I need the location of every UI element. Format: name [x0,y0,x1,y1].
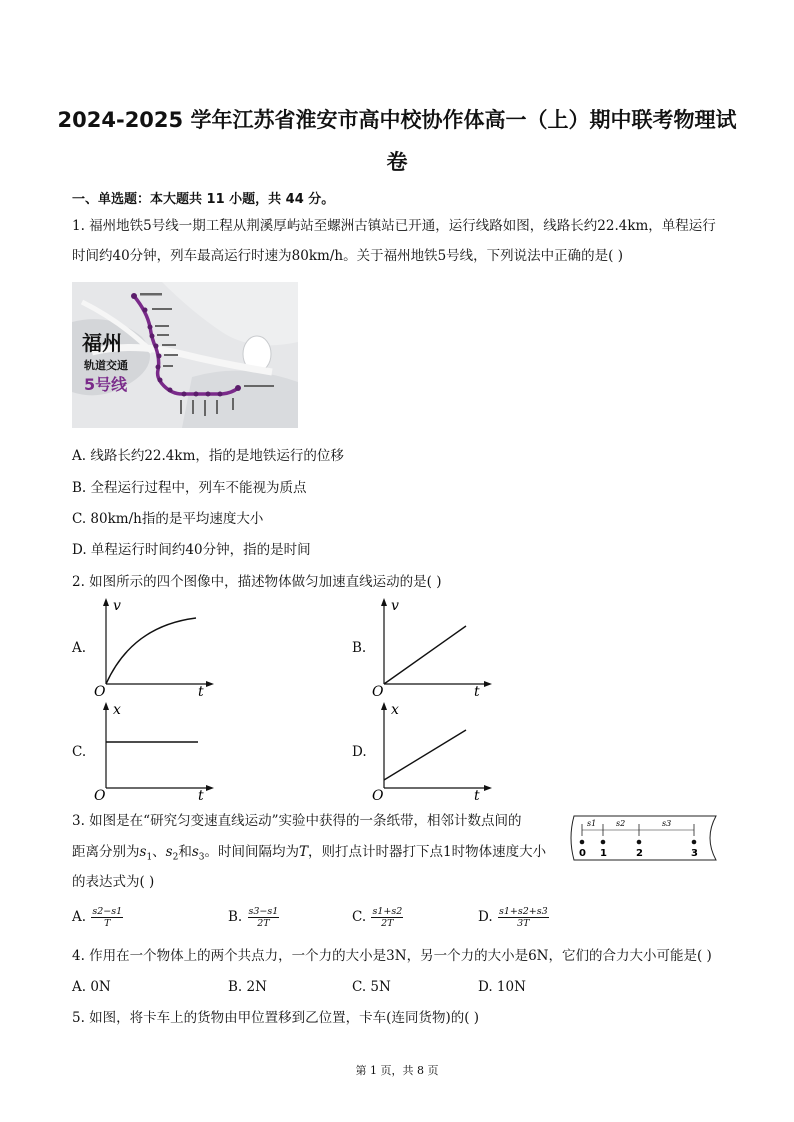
page-title-line1: 2024-2025 学年江苏省淮安市高中校协作体高一（上）期中联考物理试 [57,108,737,132]
tape-s2: s2 [616,819,626,828]
q2-graph-b-line [384,626,466,684]
map-line-name: 5号线 [84,375,128,394]
metro-map-figure [72,282,298,428]
q3-line1: 3. 如图是在“研究匀变速直线运动”实验中获得的一条纸带，相邻计数点间的 [72,813,522,829]
map-subtitle: 轨道交通 [84,359,128,372]
q4-stem: 4. 作用在一个物体上的两个共点力，一个力的大小是3N，另一个力的大小是6N，它们的合力大小可能是( ) [72,948,712,964]
q2-graph-d [370,700,500,802]
q3-paper-tape [568,810,720,866]
metro-map-svg [72,282,298,428]
q2-graph-b-label: B. [352,640,367,656]
tape-point-3: 3 [691,848,698,859]
q4-option-d: D. 10N [478,979,526,995]
q2-graph-d-label: D. [352,744,367,760]
q4-option-a: A. 0N [72,979,111,995]
tape-point-2: 2 [636,848,643,859]
q2-graph-b-xaxis: t [474,684,480,698]
q1-option-c: C. 80km/h指的是平均速度大小 [72,511,264,527]
q2-graph-b-origin: O [372,684,384,698]
q1-line1: 1. 福州地铁5号线一期工程从荆溪厚屿站至螺洲古镇站已开通，运行线路如图，线路长约22.4km，单程运行 [72,218,716,234]
q3-option-b: B. $\frac{s3-s1}{2T}$ [228,906,279,929]
q2-graph-a-label: A. [72,640,87,656]
map-city-label: 福州 [82,331,122,355]
q2-graph-c [92,700,222,802]
q2-graph-c-label: C. [72,744,87,760]
q1-line2: 时间约40分钟，列车最高运行时速为80km/h。关于福州地铁5号线，下列说法中正确的是( ) [72,248,623,264]
q2-graph-d-yaxis: x [391,702,399,718]
q2-graph-d-xaxis: t [474,788,480,802]
q3-line2-c: ，则打点计时器打下点1时物体速度大小 [308,844,547,860]
tape-point-0: 0 [579,848,586,859]
q2-graph-a-curve [106,618,196,684]
q3-line2: 距离分别为$s_1$、$s_2$和$s_3$。时间间隔均为T，则打点计时器打下点1时物体速度大小 [72,844,547,863]
tape-s3: s3 [662,819,672,828]
q1-option-d: D. 单程运行时间约40分钟，指的是时间 [72,542,311,558]
q2-graph-a-yaxis: v [113,598,121,614]
tape-point-1: 1 [600,848,607,859]
page-footer: 第 1 页，共 8 页 [355,1064,439,1077]
q1-option-a: A. 线路长约22.4km，指的是地铁运行的位移 [72,448,344,464]
q2-graph-a-xaxis: t [198,684,204,698]
q2-graph-c-yaxis: x [113,702,121,718]
section-heading: 一、单选题：本大题共 11 小题，共 44 分。 [72,192,335,207]
q2-graph-c-xaxis: t [198,788,204,802]
q4-option-c: C. 5N [352,979,391,995]
page-title-line2: 卷 [386,150,408,174]
q3-line3: 的表达式为( ) [72,874,155,890]
q2-graph-b [370,596,500,698]
tape-s1: s1 [587,819,597,828]
q3-option-a: A. $\frac{s2-s1}{T}$ [72,906,123,929]
q2-stem: 2. 如图所示的四个图像中，描述物体做匀加速直线运动的是( ) [72,574,442,590]
q3-option-d: D. $\frac{s1+s2+s3}{3T}$ [478,906,548,929]
q2-graph-c-origin: O [94,788,106,802]
q5-stem: 5. 如图，将卡车上的货物由甲位置移到乙位置，卡车(连同货物)的( ) [72,1010,480,1026]
q2-graph-a [92,596,222,698]
q3-line2-a: 距离分别为 [72,844,140,860]
q2-graph-d-line [384,730,466,780]
q3-option-c: C. $\frac{s1+s2}{2T}$ [352,906,403,929]
q2-graph-a-origin: O [94,684,106,698]
q1-option-b: B. 全程运行过程中，列车不能视为质点 [72,480,307,496]
q4-option-b: B. 2N [228,979,267,995]
q2-graph-d-origin: O [372,788,384,802]
q2-graph-b-yaxis: v [391,598,399,614]
q3-line2-b: 。时间间隔均为 [204,844,300,860]
